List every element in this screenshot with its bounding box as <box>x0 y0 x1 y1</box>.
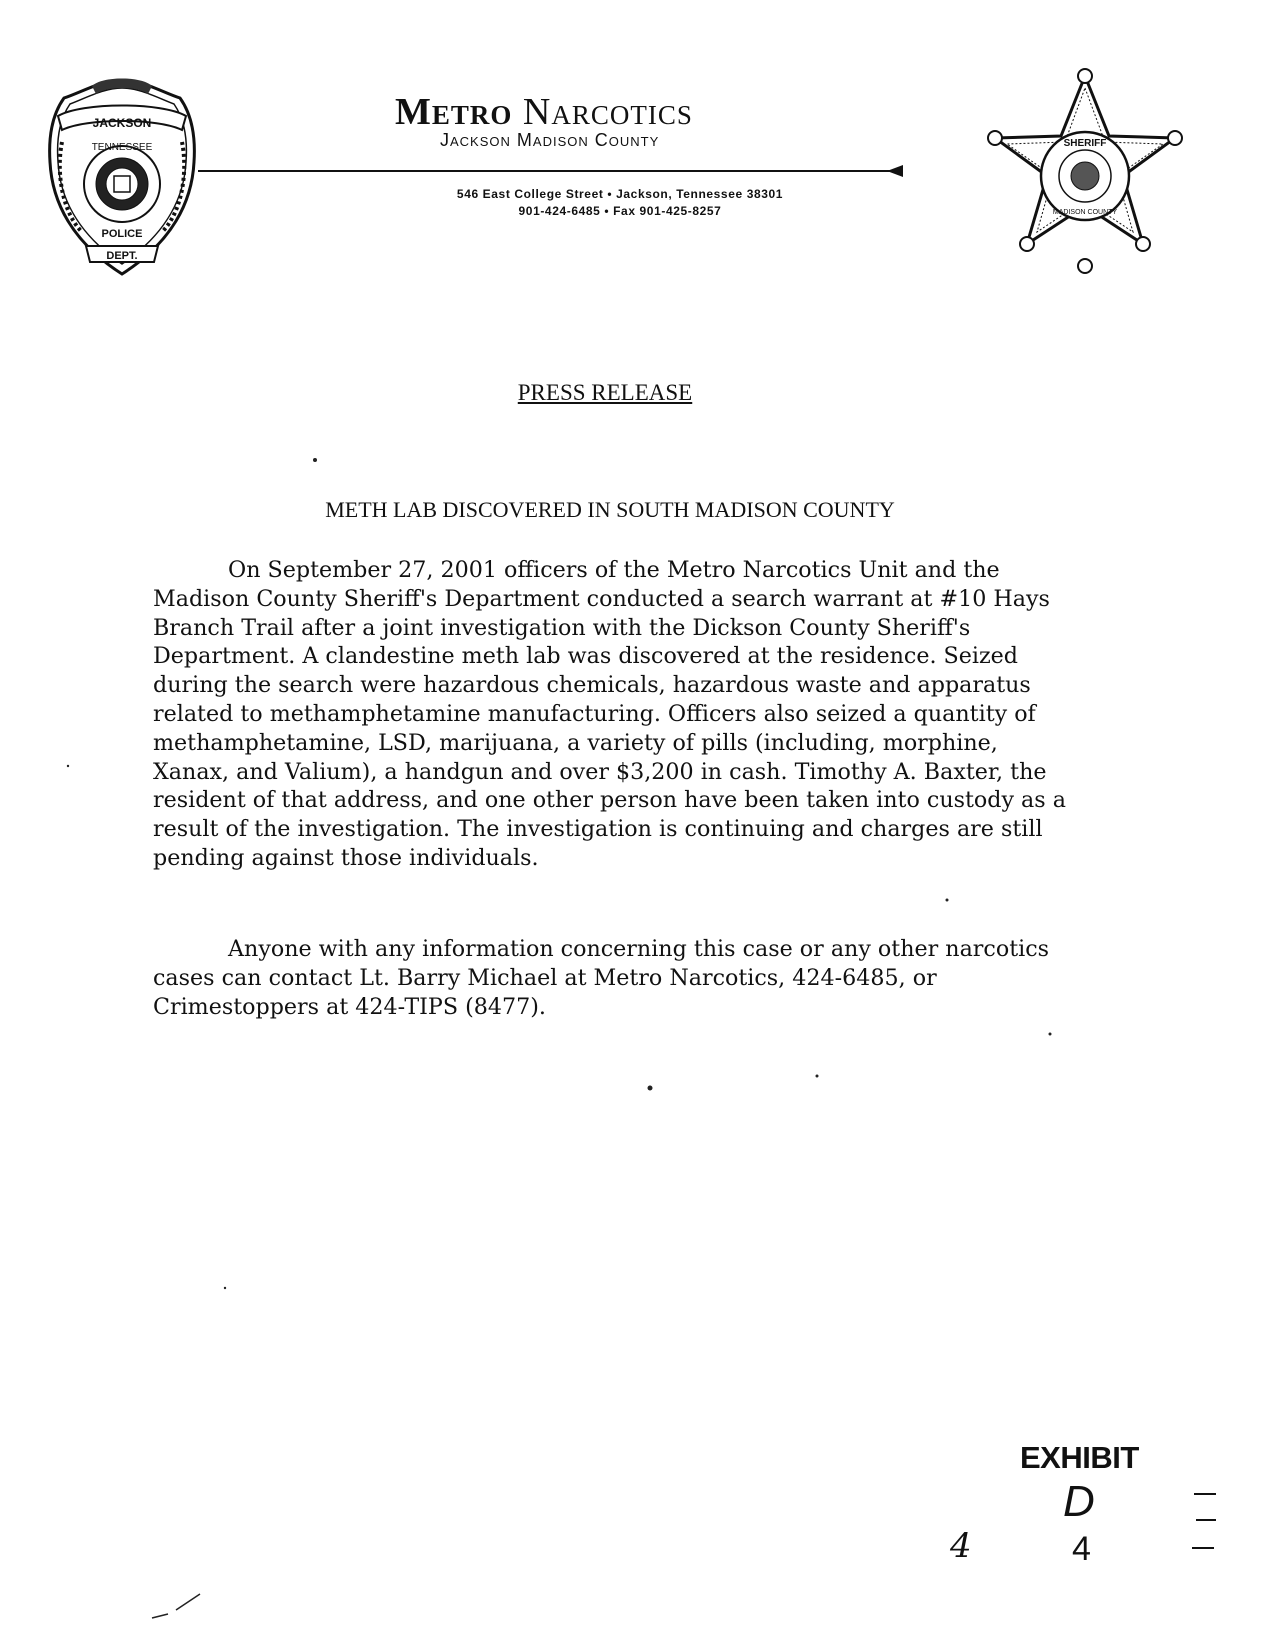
exhibit-letter: D <box>1063 1477 1095 1526</box>
document-headline: METH LAB DISCOVERED IN SOUTH MADISON COUNTY <box>325 497 895 522</box>
badge-mid-text: POLICE <box>101 228 143 240</box>
margin-tick-marks-icon <box>1190 1490 1220 1570</box>
body-paragraph-2: Anyone with any information concerning this case or any other narcotics cases can contact Lt. Barry Michael at Metro Narcotics, 424-6485, or Crimestoppers at 424-TIPS (8477). <box>153 936 1050 1020</box>
org-name <box>395 90 855 134</box>
handwritten-page-number: 4 <box>950 1526 972 1566</box>
badge-bottom-text: DEPT. <box>106 250 138 262</box>
exhibit-label: EXHIBIT <box>1020 1440 1139 1475</box>
exhibit-number: 4 <box>1072 1530 1091 1568</box>
badge-arc-text: TENNESSEE <box>91 142 153 153</box>
org-name-metro: Metro <box>395 91 513 133</box>
org-name-narcotics: Narcotics <box>522 91 693 133</box>
phone-fax-line: 901-424-6485 • Fax 901-425-8257 <box>518 204 722 218</box>
letterhead-rule-arrow-icon <box>887 165 903 177</box>
body-paragraph-1: On September 27, 2001 officers of the Metro Narcotics Unit and the Madison County Sheriff's Department conducted a search warrant at #10 Hays Branch Trail after a joint investigation with the Dickson County Sheriff's Department. A clandestine meth lab was discovered at the residence. Seized during the search were hazardous chemicals, hazardous waste and apparatus related to methamphetamine manufacturing. Officers also seized a quantity of methamphetamine, LSD, marijuana, a variety of pills (including, morphine, Xanax, and Valium), a handgun and over $3,200 in cash. Timothy A. Baxter, the resident of that address, and one other person have been taken into custody as a result of the investigation. The investigation is continuing and charges are still pending against those individuals. <box>153 557 1066 871</box>
address-line: 546 East College Street • Jackson, Tennessee 38301 <box>456 187 784 201</box>
star-bottom-text: MADISON COUNTY <box>1052 209 1118 216</box>
jackson-police-badge-icon <box>42 72 202 282</box>
star-top-text: SHERIFF <box>1063 138 1107 149</box>
badge-top-text: JACKSON <box>92 116 152 130</box>
document-title: PRESS RELEASE <box>517 380 693 405</box>
org-subtitle: Jackson Madison County <box>440 130 660 150</box>
letterhead-rule <box>198 170 903 172</box>
letterhead-address <box>370 186 870 220</box>
sheriff-star-badge-icon <box>985 66 1185 276</box>
